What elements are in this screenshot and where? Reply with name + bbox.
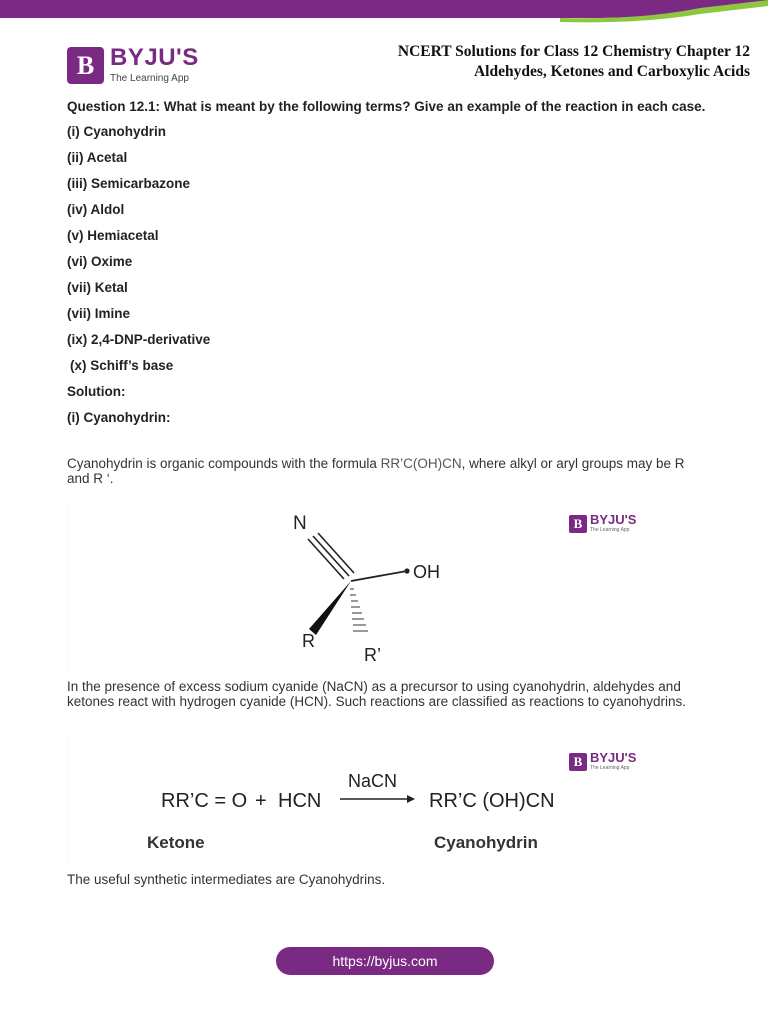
closing-paragraph: The useful synthetic intermediates are Cyanohydrins. [67,872,386,887]
reactant-ketone: RR’C = O [161,790,248,812]
title-line-1: NCERT Solutions for Class 12 Chemistry Chapter 12 [397,43,750,60]
question-section [67,99,707,436]
label-ketone: Ketone [147,833,205,852]
term-item: (v) Hemiacetal [67,228,159,243]
product-cyanohydrin: RR’C (OH)CN [429,790,555,812]
label-cyanohydrin: Cyanohydrin [434,833,538,852]
term-item: (vii) Ketal [67,280,128,295]
atom-oh: OH [413,562,440,582]
cyanohydrin-formula: RR’C(OH)CN [380,456,462,471]
figure-watermark-logo [569,512,649,538]
solution-label: Solution: [67,384,126,399]
atom-n: N [293,513,307,534]
figure-watermark-logo [569,750,649,776]
mini-logo-wordmark: BYJU'S [590,750,637,765]
reaction-paragraph: In the presence of excess sodium cyanide (NaCN) as a precursor to using cyanohydrin, aldehydes and ketones react with hydrogen cyanide (HCN). Such reactions are classified as reactions to cyanohydrins. [67,679,687,709]
mini-logo-mark: B [569,753,587,771]
title-line-2: Aldehydes, Ketones and Carboxylic Acids [473,63,750,80]
plus-sign: + [255,790,267,812]
definition-paragraph [67,456,707,486]
reactant-hcn: HCN [278,790,322,812]
term-item: (iv) Aldol [67,202,125,217]
solution-subheading: (i) Cyanohydrin: [67,410,171,425]
term-item: (i) Cyanohydrin [67,124,167,139]
mini-logo-mark: B [569,515,587,533]
mini-logo-wordmark: BYJU'S [590,512,637,527]
cyanohydrin-structure-figure [67,501,707,673]
mini-logo-tagline: The Learning App [590,527,630,533]
para1-text-b: , where alkyl or aryl groups may be R and R ‘. [67,456,685,486]
catalyst-nacn: NaCN [348,771,398,791]
term-item: (vii) Imine [67,306,131,321]
logo-mark: B [67,47,104,84]
term-item: (x) Schiff’s base [70,358,174,373]
term-item: (ii) Acetal [67,150,128,165]
term-item: (iii) Semicarbazone [67,176,191,191]
logo-wordmark: BYJU'S [110,44,199,71]
para1-text-a: Cyanohydrin is organic compounds with the formula [67,456,381,471]
question-title: Question 12.1: What is meant by the following terms? Give an example of the reaction in each case. [67,99,706,114]
byjus-logo[interactable] [67,44,197,86]
logo-tagline: The Learning App [110,73,189,84]
document-title [398,42,750,82]
atom-r: R [302,631,315,651]
top-banner [0,0,768,26]
atom-r-prime: R’ [364,645,381,665]
footer-url-link[interactable]: https://byjus.com [276,947,494,975]
reaction-scheme-figure [67,737,707,865]
mini-logo-tagline: The Learning App [590,765,630,771]
term-item: (ix) 2,4-DNP-derivative [67,332,211,347]
term-item: (vi) Oxime [67,254,133,269]
